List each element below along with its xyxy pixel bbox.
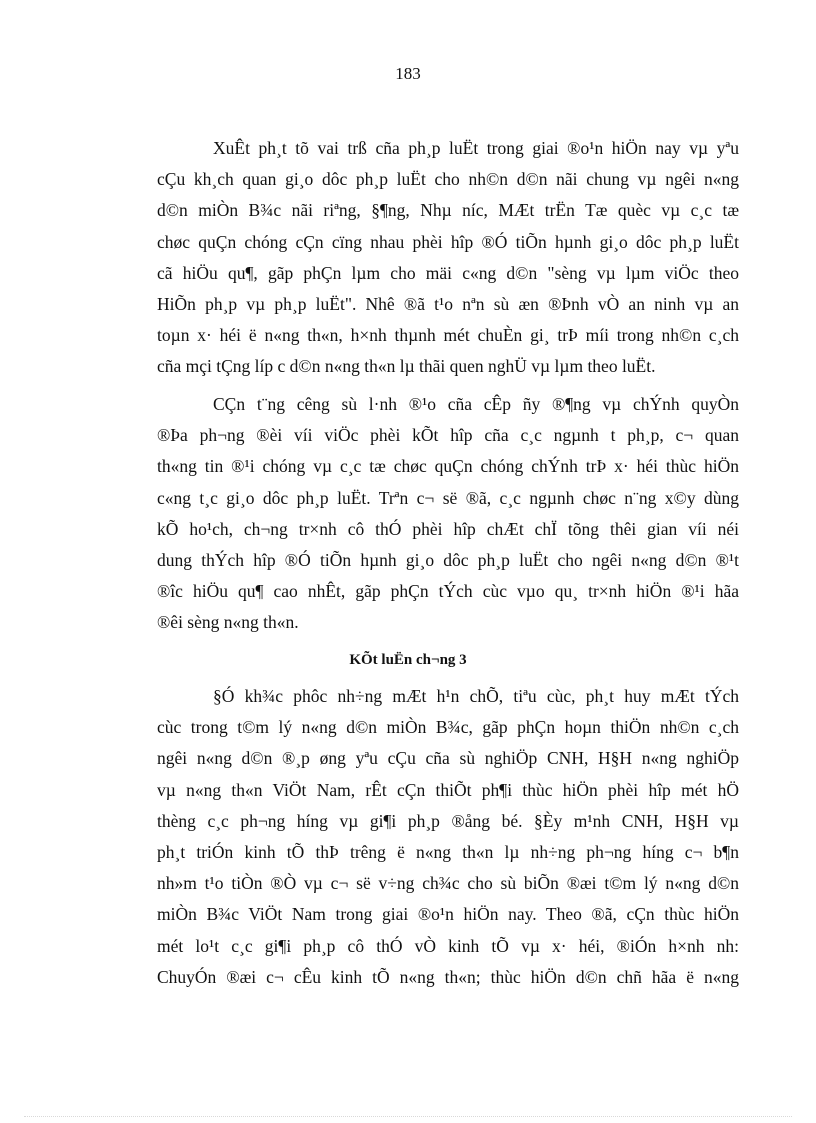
text-line: ngêi n«ng d©n ®¸p øng yªu cÇu cña sù nghiÖp CNH, H§H n«ng nghiÖp (157, 748, 739, 769)
text-line: ph¸t triÓn kinh tÕ thÞ trêng ë n«ng th«n lµ nh÷ng ph¬ng híng c¬ b¶n (157, 841, 739, 862)
text-line: thèng c¸c ph¬ng híng vµ gi¶i ph¸p ®ång bé. §Èy m¹nh CNH, H§H vµ (157, 810, 739, 831)
text-line: miÒn B¾c ViÖt Nam trong giai ®o¹n hiÖn nay. Theo ®ã, cÇn thùc hiÖn (157, 904, 739, 925)
text-line: XuÊt ph¸t tõ vai trß cña ph¸p luËt trong giai ®o¹n hiÖn nay vµ yªu (213, 138, 739, 158)
text-line: chøc quÇn chóng cÇn cïng nhau phèi hîp ®Ó tiÕn hµnh gi¸o dôc ph¸p luËt (157, 231, 739, 252)
text-line: cÇu kh¸ch quan gi¸o dôc ph¸p luËt cho nh©n d©n nãi chung vµ ngêi n«ng (157, 169, 739, 190)
text-line: d©n miÒn B¾c nãi riªng, §¶ng, Nhµ níc, MÆt trËn Tæ quèc vµ c¸c tæ (157, 200, 739, 221)
paragraph-3 (157, 681, 739, 993)
text-line: ®îc hiÖu qu¶ cao nhÊt, gãp phÇn tÝch cùc vµo qu¸ tr×nh hiÖn ®¹i hãa (157, 581, 739, 602)
text-line: ®êi sèng n«ng th«n. (157, 612, 299, 633)
text-line: cña mçi tÇng líp c d©n n«ng th«n lµ thãi quen nghÜ vµ lµm theo luËt. (157, 356, 656, 377)
text-line: kÕ ho¹ch, ch¬ng tr×nh cô thÓ phèi hîp chÆt chÏ tõng thêi gian víi néi (157, 518, 739, 539)
text-line: §Ó kh¾c phôc nh÷ng mÆt h¹n chÕ, tiªu cùc, ph¸t huy mÆt tÝch (213, 686, 739, 706)
text-line: c«ng t¸c gi¸o dôc ph¸p luËt. Trªn c¬ së ®ã, c¸c ngµnh chøc n¨ng x©y dùng (157, 487, 739, 508)
paragraph-1 (157, 133, 739, 383)
text-line: ®Þa ph¬ng ®èi víi viÖc phèi kÕt hîp cña c¸c ngµnh t ph¸p, c¬ quan (157, 425, 739, 446)
text-line: nh»m t¹o tiÒn ®Ò vµ c¬ së v÷ng ch¾c cho sù biÕn ®æi t©m lý n«ng d©n (157, 873, 739, 894)
text-line: ChuyÓn ®æi c¬ cÊu kinh tÕ n«ng th«n; thùc hiÖn d©n chñ hãa ë n«ng (157, 966, 739, 987)
page-number: 183 (395, 64, 421, 83)
text-line: vµ n«ng th«n ViÖt Nam, rÊt cÇn thiÕt ph¶i thùc hiÖn phèi hîp mét hÖ (157, 779, 739, 800)
text-line: HiÕn ph¸p vµ ph¸p luËt". Nhê ®ã t¹o nªn sù æn ®Þnh vÒ an ninh vµ an (157, 293, 739, 314)
text-line: mét lo¹t c¸c gi¶i ph¸p cô thÓ vÒ kinh tÕ vµ x· héi, ®iÓn h×nh nh: (157, 935, 739, 956)
text-line: toµn x· héi ë n«ng th«n, h×nh thµnh mét chuÈn gi¸ trÞ míi trong nh©n c¸ch (157, 325, 739, 346)
page-bottom-divider (24, 1116, 792, 1117)
text-line: CÇn t¨ng cêng sù l·nh ®¹o cña cÊp ñy ®¶ng vµ chÝnh quyÒn (213, 394, 739, 414)
text-line: cã hiÖu qu¶, gãp phÇn lµm cho mäi c«ng d©n "sèng vµ lµm viÖc theo (157, 262, 739, 283)
text-line: cùc trong t©m lý n«ng d©n miÒn B¾c, gãp phÇn hoµn thiÖn nh©n c¸ch (157, 717, 739, 738)
paragraph-2 (157, 389, 739, 639)
text-line: th«ng tin ®¹i chóng vµ c¸c tæ chøc quÇn chóng chÝnh trÞ x· héi thùc hiÖn (157, 456, 739, 477)
section-heading: KÕt luËn ch¬ng 3 (349, 652, 467, 668)
text-line: dung thÝch hîp ®Ó tiÕn hµnh gi¸o dôc ph¸p luËt cho ngêi n«ng d©n ®¹t (157, 549, 739, 570)
